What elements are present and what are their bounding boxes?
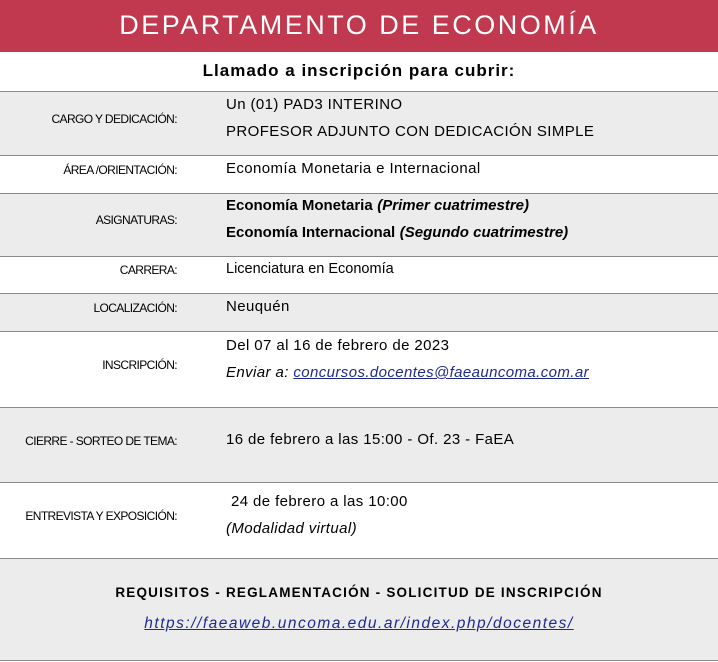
area-value: Economía Monetaria e Internacional xyxy=(226,160,481,177)
divider xyxy=(0,660,718,661)
divider xyxy=(0,331,718,332)
entrevista-date: 24 de febrero a las 10:00 xyxy=(231,493,408,510)
divider xyxy=(0,482,718,483)
cargo-value-line2: PROFESOR ADJUNTO CON DEDICACIÓN SIMPLE xyxy=(226,123,595,140)
header-banner xyxy=(0,0,718,52)
cierre-label: CIERRE - SORTEO DE TEMA: xyxy=(25,434,177,448)
subject-line-1 xyxy=(226,197,529,214)
send-prefix: Enviar a: xyxy=(226,364,289,381)
entrevista-mode xyxy=(226,520,357,537)
localizacion-value: Neuquén xyxy=(226,298,290,315)
subject-name: Economía Internacional xyxy=(226,224,396,241)
footer-bg xyxy=(0,559,718,660)
subject-name: Economía Monetaria xyxy=(226,197,373,214)
page-title: DEPARTAMENTO DE ECONOMÍA xyxy=(119,10,599,40)
requirements-link[interactable]: https://faeaweb.uncoma.edu.ar/index.php/docentes/ xyxy=(144,615,574,632)
subject-term: (Primer cuatrimestre) xyxy=(377,197,530,214)
entrevista-mode-text: (Modalidad virtual) xyxy=(226,520,357,537)
inscripcion-label: INSCRIPCIÓN: xyxy=(102,358,177,372)
page-subtitle: Llamado a inscripción para cubrir: xyxy=(202,61,516,80)
email-link[interactable]: concursos.docentes@faeauncoma.com.ar xyxy=(293,364,589,381)
requirements-heading: REQUISITOS - REGLAMENTACIÓN - SOLICITUD DE INSCRIPCIÓN xyxy=(115,585,603,600)
requirements-link-row xyxy=(0,615,718,633)
localizacion-label: LOCALIZACIÓN: xyxy=(93,301,177,315)
asignaturas-label: ASIGNATURAS: xyxy=(95,213,177,227)
divider xyxy=(0,256,718,257)
subject-term: (Segundo cuatrimestre) xyxy=(399,224,569,241)
cierre-value: 16 de febrero a las 15:00 - Of. 23 - FaEA xyxy=(226,431,515,448)
subject-line-2 xyxy=(226,224,568,241)
divider xyxy=(0,155,718,156)
carrera-label: CARRERA: xyxy=(119,263,177,277)
area-label: ÁREA /ORIENTACIÓN: xyxy=(63,163,177,177)
divider xyxy=(0,193,718,194)
inscripcion-dates: Del 07 al 16 de febrero de 2023 xyxy=(226,337,450,354)
inscripcion-send xyxy=(226,364,589,381)
carrera-value: Licenciatura en Economía xyxy=(226,261,394,277)
cargo-label: CARGO Y DEDICACIÓN: xyxy=(51,112,177,126)
divider xyxy=(0,558,718,559)
divider xyxy=(0,293,718,294)
entrevista-label: ENTREVISTA Y EXPOSICIÓN: xyxy=(25,509,177,523)
divider xyxy=(0,407,718,408)
cargo-value-line1: Un (01) PAD3 INTERINO xyxy=(226,96,403,113)
divider xyxy=(0,91,718,92)
